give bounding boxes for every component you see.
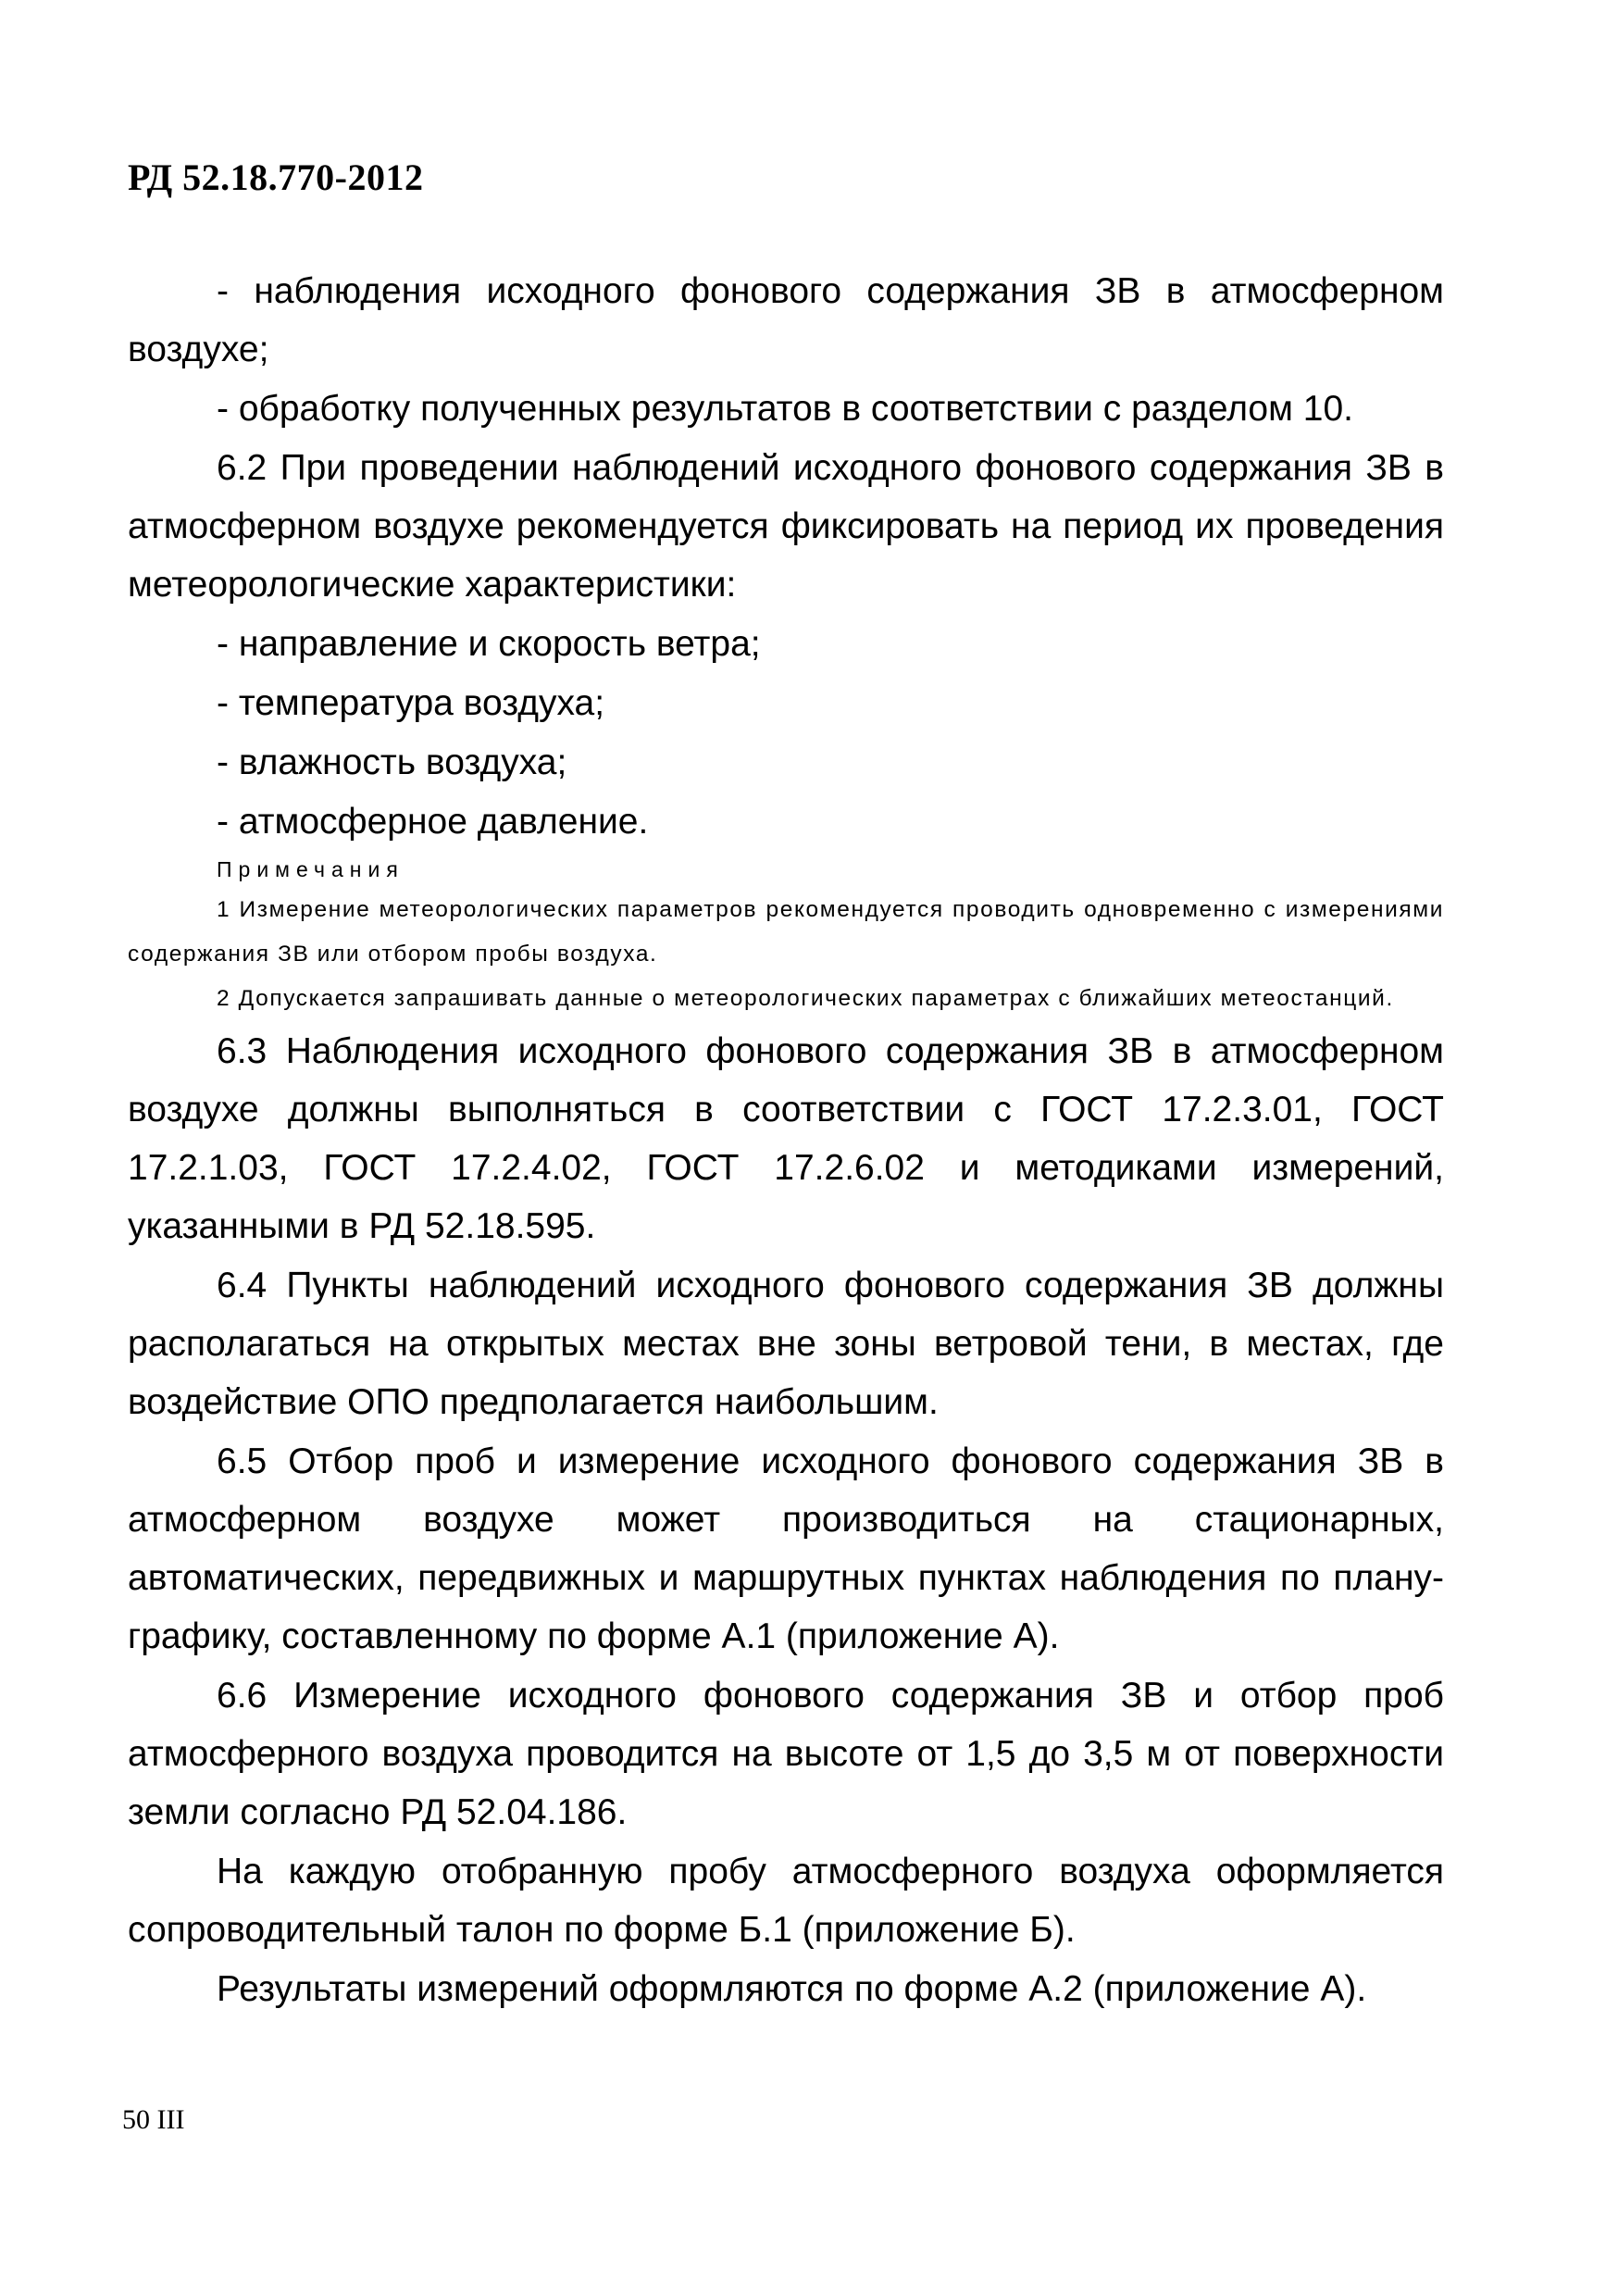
section-paragraph: 6.4 Пункты наблюдений исходного фонового содержания ЗВ должны располагаться на открытых местах вне зоны ветровой тени, в местах, где воздействие ОПО предполагается наибольшим.: [128, 1266, 1444, 1422]
document-code-header: РД 52.18.770-2012: [128, 156, 424, 198]
note-item: 1 Измерение метеорологических параметров рекомендуется проводить одновременно с измерениями содержания ЗВ или отбором пробы воздуха.: [128, 897, 1444, 967]
paragraph: 6.2 При проведении наблюдений исходного фонового содержания ЗВ в атмосферном воздухе рекомендуется фиксировать на период их проведения метеорологические характеристики:: [128, 448, 1444, 605]
list-item: - направление и скорость ветра;: [217, 624, 761, 664]
section-paragraph: 6.5 Отбор проб и измерение исходного фонового содержания ЗВ в атмосферном воздухе может производиться на стационарных, автоматических, передвижных и маршрутных пунктах наблюдения по плану-графику, составленному по форме А.1 (приложение А).: [128, 1441, 1444, 1656]
list-item: - влажность воздуха;: [217, 742, 567, 782]
paragraph: - обработку полученных результатов в соответствии с разделом 10.: [217, 389, 1353, 429]
notes-title: Примечания: [217, 857, 404, 881]
paragraph: - наблюдения исходного фонового содержания ЗВ в атмосферном воздухе;: [128, 271, 1444, 369]
note-item: 2 Допускается запрашивать данные о метеорологических параметрах с ближайших метеостанций.: [217, 986, 1394, 1011]
list-item: - атмосферное давление.: [217, 802, 649, 842]
section-paragraph: 6.6 Измерение исходного фонового содержания ЗВ и отбор проб атмосферного воздуха проводится на высоте от 1,5 до 3,5 м от поверхности земли согласно РД 52.04.186.: [128, 1676, 1444, 1832]
list-item: - температура воздуха;: [217, 683, 605, 723]
document-body: [128, 262, 1444, 2018]
page-number: 50 III: [122, 2104, 185, 2135]
section-paragraph: На каждую отобранную пробу атмосферного воздуха оформляется сопроводительный талон по форме Б.1 (приложение Б).: [128, 1852, 1444, 1950]
section-paragraph: Результаты измерений оформляются по форме А.2 (приложение А).: [217, 1969, 1367, 2009]
section-paragraph: 6.3 Наблюдения исходного фонового содержания ЗВ в атмосферном воздухе должны выполняться в соответствии с ГОСТ 17.2.3.01, ГОСТ 17.2.1.03, ГОСТ 17.2.4.02, ГОСТ 17.2.6.02 и методиками измерений, указанными в РД 52.18.595.: [128, 1031, 1444, 1246]
